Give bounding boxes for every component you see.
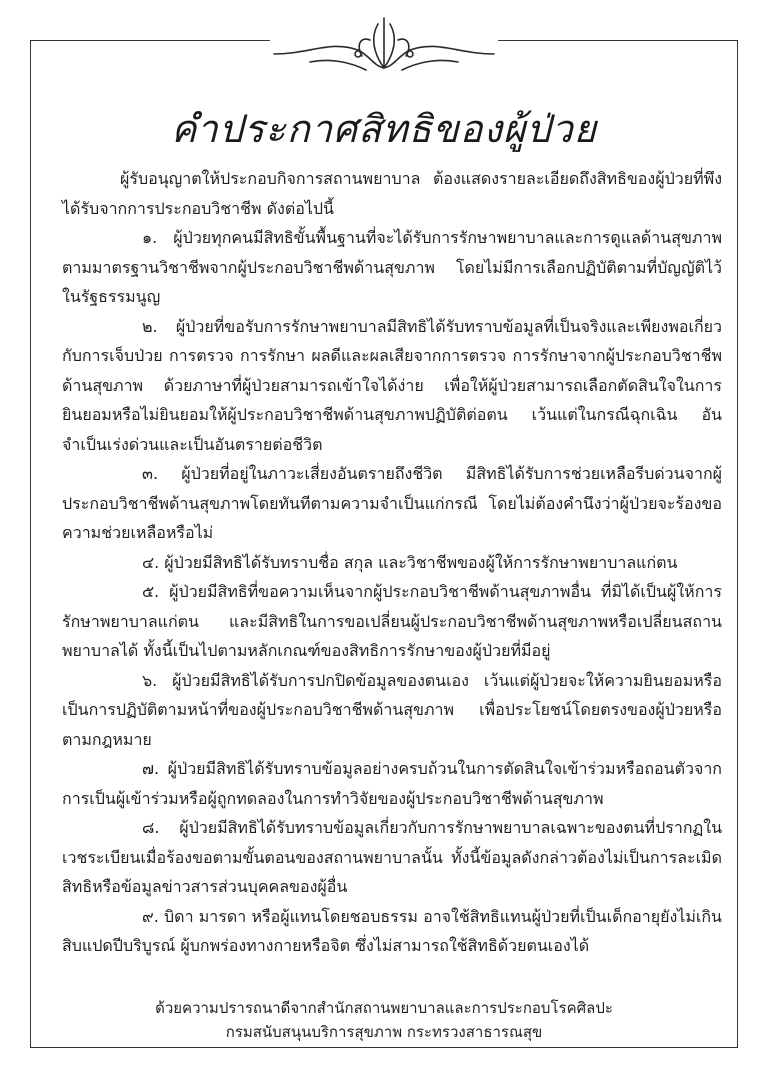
right-item-4: ๔. ผู้ป่วยมีสิทธิได้รับทราบชื่อ สกุล และวิชาชีพของผู้ให้การรักษาพยาบาลแก่ตน <box>142 552 678 572</box>
right-item-3: ๓. ผู้ป่วยที่อยู่ในภาวะเสี่ยงอันตรายถึงชีวิต มีสิทธิได้รับการช่วยเหลือรีบด่วนจากผู้ประกอบวิชาชีพด้านสุขภาพโดยทันทีตามความจำเป็นแก่กรณี โดยไม่ต้องคำนึงว่าผู้ป่วยจะร้องขอความช่วยเหลือหรือไม่ <box>62 464 722 542</box>
right-item-9: ๙. บิดา มารดา หรือผู้แทนโดยชอบธรรม อาจใช้สิทธิแทนผู้ป่วยที่เป็นเด็กอายุยังไม่เกินสิบแปดปีบริบูรณ์ ผู้บกพร่องทางกายหรือจิต ซึ่งไม่สามารถใช้สิทธิด้วยตนเองได้ <box>62 906 722 955</box>
page-title: คำประกาศสิทธิของผู้ป่วย <box>171 107 597 151</box>
intro-paragraph: ผู้รับอนุญาตให้ประกอบกิจการสถานพยาบาล ต้องแสดงรายละเอียดถึงสิทธิของผู้ป่วยที่พึงได้รับจากการประกอบวิชาชีพ ดังต่อไปนี้ <box>62 169 722 218</box>
footer-line-1: ด้วยความปรารถนาดีจากสำนักสถานพยาบาลและการประกอบโรคศิลปะ <box>155 999 613 1017</box>
document-body <box>62 164 722 961</box>
right-item-7: ๗. ผู้ป่วยมีสิทธิได้รับทราบข้อมูลอย่างครบถ้วนในการตัดสินใจเข้าร่วมหรือถอนตัวจากการเป็นผู้เข้าร่วมหรือผู้ถูกทดลองในการทำวิจัยของผู้ประกอบวิชาชีพด้านสุขภาพ <box>62 759 722 808</box>
right-item-8: ๘. ผู้ป่วยมีสิทธิได้รับทราบข้อมูลเกี่ยวกับการรักษาพยาบาลเฉพาะของตนที่ปรากฏในเวชระเบียนเมื่อร้องขอตามขั้นตอนของสถานพยาบาลนั้น ทั้งนี้ข้อมูลดังกล่าวต้องไม่เป็นการละเมิดสิทธิหรือข้อมูลข่าวสารส่วนบุคคลของผู้อื่น <box>62 818 722 896</box>
right-item-1: ๑. ผู้ป่วยทุกคนมีสิทธิขั้นพื้นฐานที่จะได้รับการรักษาพยาบาลและการดูแลด้านสุขภาพตามมาตรฐานวิชาชีพจากผู้ประกอบวิชาชีพด้านสุขภาพ โดยไม่มีการเลือกปฏิบัติตามที่บัญญัติไว้ในรัฐธรรมนูญ <box>62 228 722 306</box>
footer-credit <box>0 996 768 1044</box>
right-item-5: ๕. ผู้ป่วยมีสิทธิที่ขอความเห็นจากผู้ประกอบวิชาชีพด้านสุขภาพอื่น ที่มิได้เป็นผู้ให้การรักษาพยาบาลแก่ตน และมีสิทธิในการขอเปลี่ยนผู้ประกอบวิชาชีพด้านสุขภาพหรือเปลี่ยนสถานพยาบาลได้ ทั้งนี้เป็นไปตามหลักเกณฑ์ของสิทธิการรักษาของผู้ป่วยที่มีอยู่ <box>62 582 722 660</box>
right-item-2: ๒. ผู้ป่วยที่ขอรับการรักษาพยาบาลมีสิทธิได้รับทราบข้อมูลที่เป็นจริงและเพียงพอเกี่ยวกับการเจ็บป่วย การตรวจ การรักษา ผลดีและผลเสียจากการตรวจ การรักษาจากผู้ประกอบวิชาชีพด้านสุขภาพ ด้วยภาษาที่ผู้ป่วยสามารถเข้าใจได้ง่าย เพื่อให้ผู้ป่วยสามารถเลือกตัดสินใจในการยินยอมหรือไม่ยินยอมให้ผู้ประกอบวิชาชีพด้านสุขภาพปฏิบัติต่อตน เว้นแต่ในกรณีฉุกเฉิน อันจำเป็นเร่งด่วนและเป็นอันตรายต่อชีวิต <box>62 316 722 454</box>
flourish-ornament-icon <box>270 10 498 74</box>
right-item-6: ๖. ผู้ป่วยมีสิทธิได้รับการปกปิดข้อมูลของตนเอง เว้นแต่ผู้ป่วยจะให้ความยินยอมหรือเป็นการปฏิบัติตามหน้าที่ของผู้ประกอบวิชาชีพด้านสุขภาพ เพื่อประโยชน์โดยตรงของผู้ป่วยหรือตามกฎหมาย <box>62 670 722 749</box>
footer-line-2: กรมสนับสนุนบริการสุขภาพ กระทรวงสาธารณสุข <box>225 1023 543 1041</box>
